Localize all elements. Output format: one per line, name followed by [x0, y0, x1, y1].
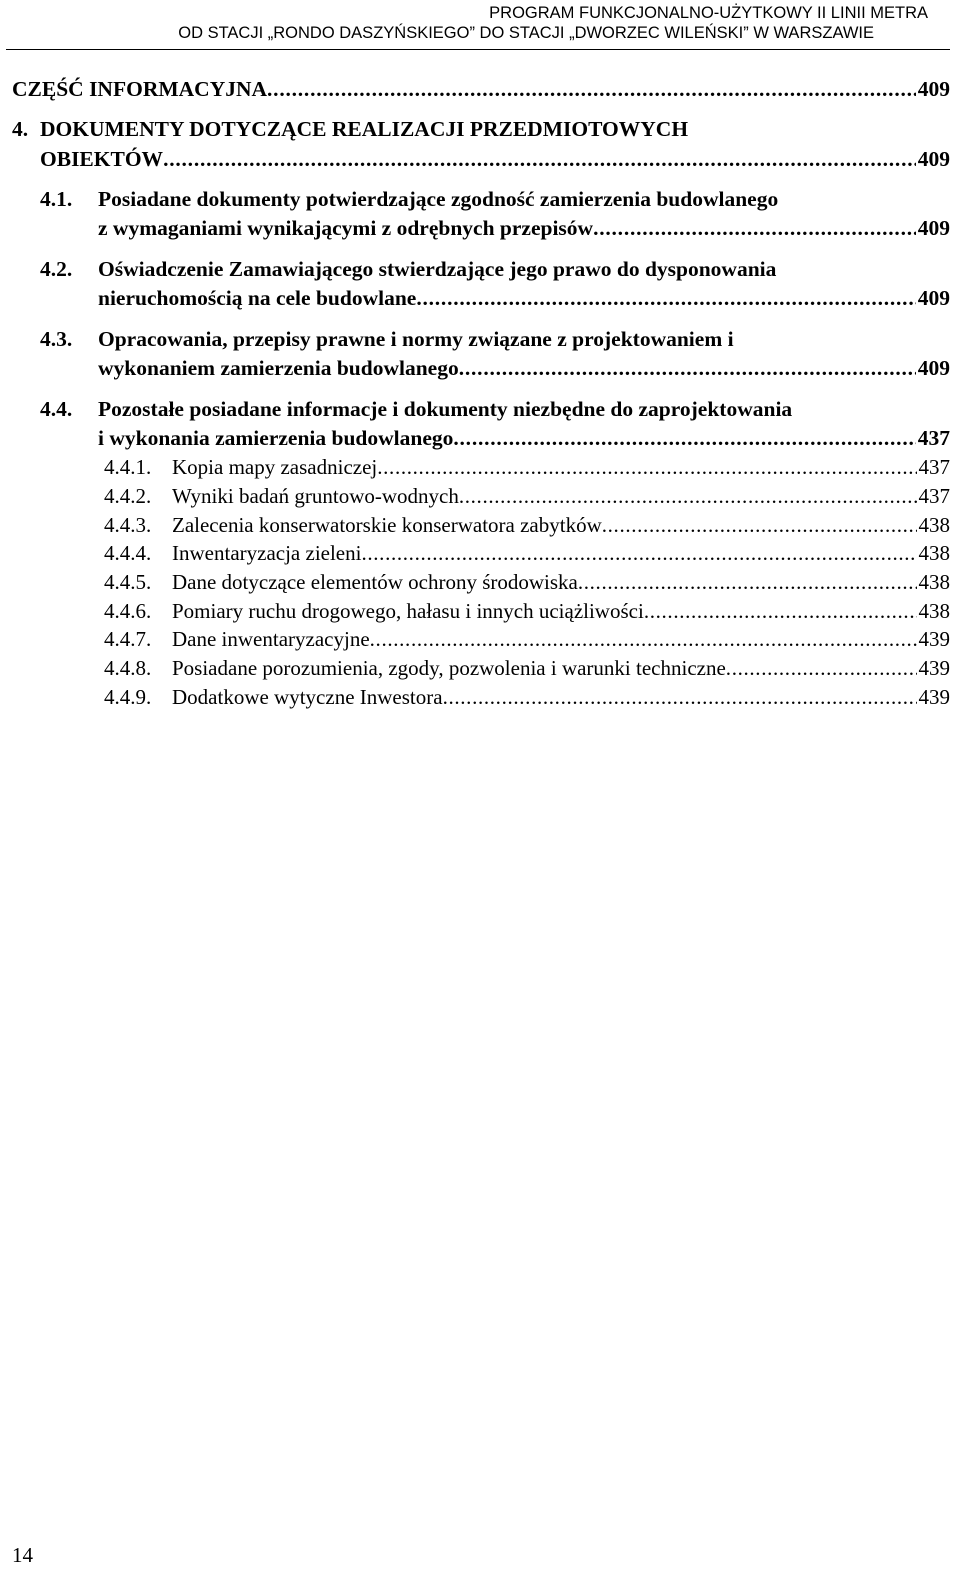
toc-entry-section[interactable] — [98, 426, 950, 451]
toc-section-number: 4.4. — [40, 397, 73, 421]
toc-subsection-title: Zalecenia konserwatorskie konserwatora zabytków — [172, 513, 602, 537]
toc-page-number: 409 — [917, 77, 950, 101]
toc-subsection-title: Posiadane porozumienia, zgody, pozwolenia i warunki techniczne — [172, 656, 726, 680]
toc-entry-section[interactable] — [98, 286, 950, 311]
toc-subsection-title: Kopia mapy zasadniczej — [172, 455, 378, 479]
toc-section-title-line-1[interactable]: Opracowania, przepisy prawne i normy związane z projektowaniem i — [98, 327, 734, 351]
toc-part-title: CZĘŚĆ INFORMACYJNA — [12, 77, 268, 101]
toc-subsection-title: Dodatkowe wytyczne Inwestora — [172, 685, 443, 709]
toc-page-number: 439 — [918, 627, 950, 651]
toc-chapter-title-line-1[interactable]: DOKUMENTY DOTYCZĄCE REALIZACJI PRZEDMIOTOWYCH — [40, 117, 689, 141]
toc-subsection-number: 4.4.6. — [104, 599, 152, 623]
toc-page-number: 439 — [918, 656, 950, 680]
toc-page-number: 409 — [917, 216, 950, 240]
toc-subsection-title: Wyniki badań gruntowo-wodnych — [172, 484, 459, 508]
toc-leader-dots — [377, 455, 916, 480]
header-divider — [6, 49, 950, 50]
toc-leader-dots — [416, 286, 915, 311]
toc-subsection-title: Pomiary ruchu drogowego, hałasu i innych uciążliwości — [172, 599, 644, 623]
toc-page-number: 437 — [918, 484, 950, 508]
toc-subsection-number: 4.4.3. — [104, 513, 152, 537]
toc-section-number: 4.2. — [40, 257, 73, 281]
header-line-2: OD STACJI „RONDO DASZYŃSKIEGO” DO STACJI „DWORZEC WILEŃSKI” W WARSZAWIE — [178, 24, 874, 42]
toc-leader-dots — [459, 484, 917, 509]
toc-entry-chapter[interactable] — [40, 147, 950, 172]
toc-subsection-number: 4.4.7. — [104, 627, 152, 651]
toc-section-number: 4.3. — [40, 327, 73, 351]
toc-leader-dots — [370, 627, 917, 652]
toc-section-title-line-1[interactable]: Oświadczenie Zamawiającego stwierdzające jego prawo do dysponowania — [98, 257, 777, 281]
toc-leader-dots — [267, 77, 916, 102]
toc-leader-dots — [361, 541, 916, 566]
page-header — [0, 0, 960, 50]
toc-section-title-line-2: i wykonania zamierzenia budowlanego — [98, 426, 454, 450]
toc-chapter-number: 4. — [12, 117, 29, 141]
toc-leader-dots — [578, 570, 917, 595]
toc-subsection-title: Dane dotyczące elementów ochrony środowiska — [172, 570, 578, 594]
toc-leader-dots — [593, 216, 916, 241]
toc-leader-dots — [602, 513, 917, 538]
toc-page-number: 439 — [918, 685, 950, 709]
toc-section-title-line-1[interactable]: Posiadane dokumenty potwierdzające zgodność zamierzenia budowlanego — [98, 187, 779, 211]
toc-leader-dots — [163, 147, 916, 172]
toc-page-number: 438 — [918, 570, 950, 594]
header-line-1: PROGRAM FUNKCJONALNO-UŻYTKOWY II LINII METRA — [489, 4, 928, 22]
toc-subsection-number: 4.4.9. — [104, 685, 152, 709]
toc-leader-dots — [459, 356, 916, 381]
toc-subsection-number: 4.4.5. — [104, 570, 152, 594]
toc-entry-section[interactable] — [98, 216, 950, 241]
toc-subsection-title: Dane inwentaryzacyjne — [172, 627, 370, 651]
toc-section-title-line-2: z wymaganiami wynikającymi z odrębnych przepisów — [98, 216, 594, 240]
toc-subsection-number: 4.4.2. — [104, 484, 152, 508]
toc-entry-part[interactable] — [12, 77, 950, 102]
toc-subsection-number: 4.4.1. — [104, 455, 152, 479]
toc-page-number: 409 — [917, 286, 950, 310]
toc-section-number: 4.1. — [40, 187, 73, 211]
toc-page-number: 409 — [917, 147, 950, 171]
toc-section-title-line-2: nieruchomością na cele budowlane — [98, 286, 417, 310]
toc-leader-dots — [443, 685, 917, 710]
toc-leader-dots — [644, 599, 917, 624]
toc-page-number: 438 — [918, 513, 950, 537]
toc-page-number: 438 — [918, 599, 950, 623]
toc-leader-dots — [726, 656, 917, 681]
toc-page-number: 438 — [918, 541, 950, 565]
toc-page-number: 409 — [917, 356, 950, 380]
toc-subsection-number: 4.4.4. — [104, 541, 152, 565]
toc-entry-section[interactable] — [98, 356, 950, 381]
toc-chapter-title-line-2: OBIEKTÓW — [40, 147, 164, 171]
toc-leader-dots — [453, 426, 915, 451]
toc-section-title-line-1[interactable]: Pozostałe posiadane informacje i dokumenty niezbędne do zaprojektowania — [98, 397, 793, 421]
toc-page-number: 437 — [917, 426, 950, 450]
toc-subsection-number: 4.4.8. — [104, 656, 152, 680]
toc-page-number: 437 — [918, 455, 950, 479]
toc-section-title-line-2: wykonaniem zamierzenia budowlanego — [98, 356, 459, 380]
page-number: 14 — [12, 1543, 33, 1567]
toc-subsection-title: Inwentaryzacja zieleni — [172, 541, 362, 565]
